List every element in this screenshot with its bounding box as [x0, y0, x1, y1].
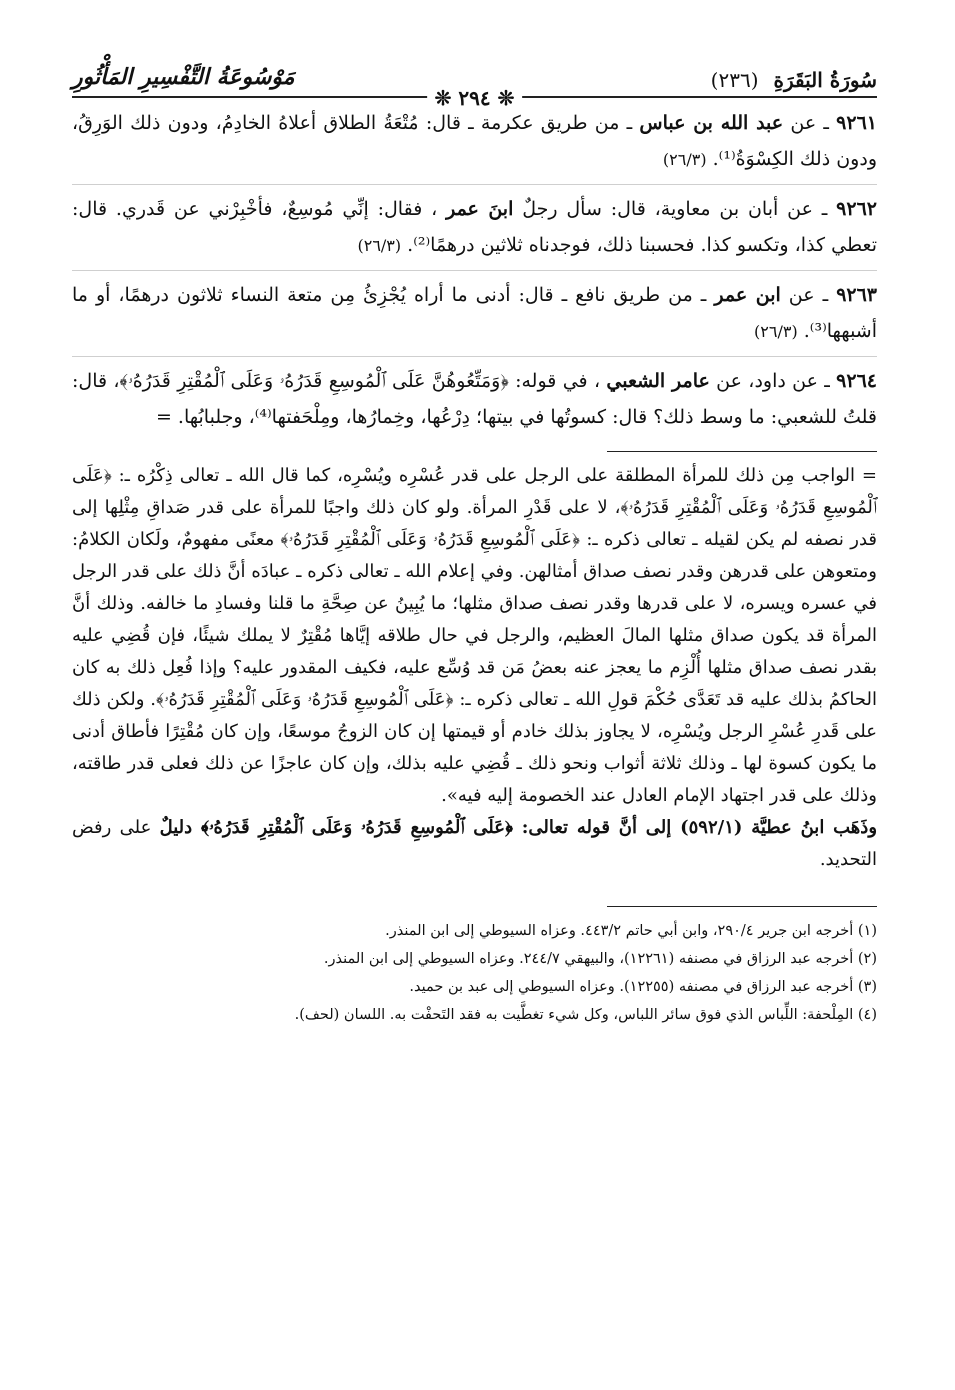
footnotes	[72, 917, 877, 1029]
commentary-body: = الواجب مِن ذلك للمرأة المطلقة على الرجل على قدر عُسْرِه ويُسْرِه، كما قال الله ـ تعالى ذِكْرُه ـ: ﴿عَلَى ٱلْمُوسِعِ قَدَرُهُۥ وَعَلَى ٱلْمُقْتِرِ قَدَرُهُۥ﴾، لا على قَدْرِ المرأة. ولو كان ذلك واجبًا للمرأة على قدر صَداقِ مِثْلِها إلى قدر نصفه لم يكن لقيله ـ تعالى ذكره ـ: ﴿عَلَى ٱلْمُوسِعِ قَدَرُهُۥ وَعَلَى ٱلْمُقْتِرِ قَدَرُهُۥ﴾ معنًى مفهومٌ، ولَكان الكلامُ: ومتعوهن على قدرهن وقدر نصف صداق أمثالهن. وفي إعلام الله ـ تعالى ذكره ـ عبادَه أنَّ ذلك على قدر الرجل في عسره ويسره، لا على قدرها وقدر نصف صداق مثلها؛ ما يُبِينُ عن صِحَّةِ ما قلنا وفسادِ ما خالفه. وذلك أنَّ المرأة قد يكون صداق مثلها المالَ العظيم، والرجل في حال طلاقه إيَّاها مُقْتِرٌ لا يملك شيئًا، فإن قُضِي عليه بقدر نصف صداق مثلها أُلْزِم ما يعجز عنه بعضُ مَن قد وُسِّع عليه، فكيف المقدور عليه؟ وإذا فُعِل ذلك به كان الحاكمُ بذلك عليه قد تَعَدَّى حُكْمَ قولِ الله ـ تعالى ذكره ـ: ﴿عَلَى ٱلْمُوسِعِ قَدَرُهُۥ وَعَلَى ٱلْمُقْتِرِ قَدَرُهُۥ﴾. ولكن ذلك على قَدرِ عُسْرِ الرجل ويُسْرِه، لا يجاوز بذلك خادم أو قيمتها إن كان الزوجُ موسعًا، وإن كان مُقْتِرًا فأطاق أدنى ما يكون كسوة لها ـ وذلك ثلاثة أثواب ونحو ذلك ـ قُضِي عليه بذلك، وإن كان عاجزًا عن ذلك فعلى قدر طاقته، وذلك على قدر اجتهاد الإمام العادل عند الخصومة إليه فيه».	[72, 465, 877, 806]
entry-pre: ـ عن أبان بن معاوية، قال: سأل رجلٌ	[513, 198, 828, 220]
footnote: (٣) أخرجه عبد الرزاق في مصنفه (١٢٢٥٥). وعزاه السيوطي إلى عبد بن حميد.	[409, 979, 877, 995]
footnote-divider	[607, 906, 877, 907]
surah-name: سُورَةُ البَقَرَةِ	[773, 68, 877, 92]
page-number: ❊ ٢٩٤ ❊	[427, 86, 523, 110]
commentary-divider	[607, 451, 877, 452]
surah-page: (٢٣٦)	[710, 68, 759, 92]
narrator-name: ابن عمر	[714, 284, 781, 306]
footnote: (٢) أخرجه عبد الرزاق في مصنفه (١٢٢٦١)، والبيهقي ٢٤٤/٧. وعزاه السيوطي إلى ابن المنذر.	[323, 951, 877, 967]
entry-number: ٩٢٦٢	[836, 198, 877, 220]
entry-ref: (٢٦/٣)	[662, 150, 707, 169]
narrator-name: عبد الله بن عباس	[639, 112, 784, 134]
surah-title	[711, 68, 877, 92]
book-page	[72, 50, 877, 1390]
commentary-lead: وذَهَب ابنُ عطيَّة (٥٩٢/١) إلى أنَّ قوله تعالى: ﴿عَلَى ٱلْمُوسِعِ قَدَرُهُۥ وَعَلَى ٱلْمُقْتِرِ قَدَرُهُۥ﴾ دليلٌ	[159, 817, 878, 838]
hadith-entry	[72, 277, 877, 357]
hadith-entry	[72, 363, 877, 441]
footnote: (٤) المِلْحفة: اللِّباس الذي فوق سائر اللباس، وكل شيء تغطَّيت به فقد التَحفْت به. اللسان (لحف).	[294, 1007, 877, 1023]
hadith-entry	[72, 191, 877, 271]
entry-ref: (٢٦/٣)	[754, 322, 798, 341]
hadith-entry	[72, 105, 877, 185]
entry-pre: ـ عن داود، عن	[709, 370, 830, 392]
entry-ref: (٢٦/٣)	[357, 236, 402, 255]
commentary-tail: على رفض التحديد.	[72, 817, 877, 870]
entry-text: ، فقال: إنِّي مُوسِعٌ، فأخْبِرْني عن قَدري. قال: تعطي كذا، وتكسو كذا. فحسبنا ذلك، فوجدناه ثلاثين درهمًا⁽²⁾.	[72, 198, 877, 256]
entry-pre: ـ عن	[780, 284, 829, 306]
entry-text: ، في قوله: ﴿وَمَتِّعُوهُنَّ عَلَى ٱلْمُوسِعِ قَدَرُهُۥ وَعَلَى ٱلْمُقْتِرِ قَدَرُهُۥ﴾، قال: قلتُ للشعبي: ما وسط ذلك؟ قال: كسوتُها في بيتها؛ دِرْعُها، وخِمارُها، ومِلْحَفتها⁽⁴⁾، وجلبابُها. =	[72, 370, 877, 428]
entry-text: ـ من طريق نافع ـ قال: أدنى ما أراه يُجْزِئُ مِن متعة النساء ثلاثون درهمًا، أو ما أشبهها⁽³⁾.	[72, 284, 877, 342]
page-header	[72, 50, 877, 110]
entry-text: ـ من طريق عكرمة ـ قال: مُتْعَةُ الطلاق أعلاهُ الخادِمُ، ودون ذلك الوَرِقُ، ودون ذلك الكِسْوَةُ⁽¹⁾.	[72, 112, 877, 170]
entry-number: ٩٢٦١	[836, 112, 877, 134]
book-title: مَوْسُوعَةُ التَّفْسِيرِ المَأْثُورِ	[72, 64, 295, 90]
narrator-name: عامر الشعبي	[606, 370, 710, 392]
narrator-name: ابنَ عمر	[446, 198, 514, 220]
entry-number: ٩٢٦٤	[836, 370, 877, 392]
entry-number: ٩٢٦٣	[836, 284, 878, 306]
footnote: (١) أخرجه ابن جرير ٢٩٠/٤، وابن أبي حاتم ٤٤٣/٢. وعزاه السيوطي إلى ابن المنذر.	[385, 923, 877, 939]
entry-pre: ـ عن	[783, 112, 829, 134]
commentary-block	[72, 460, 877, 876]
